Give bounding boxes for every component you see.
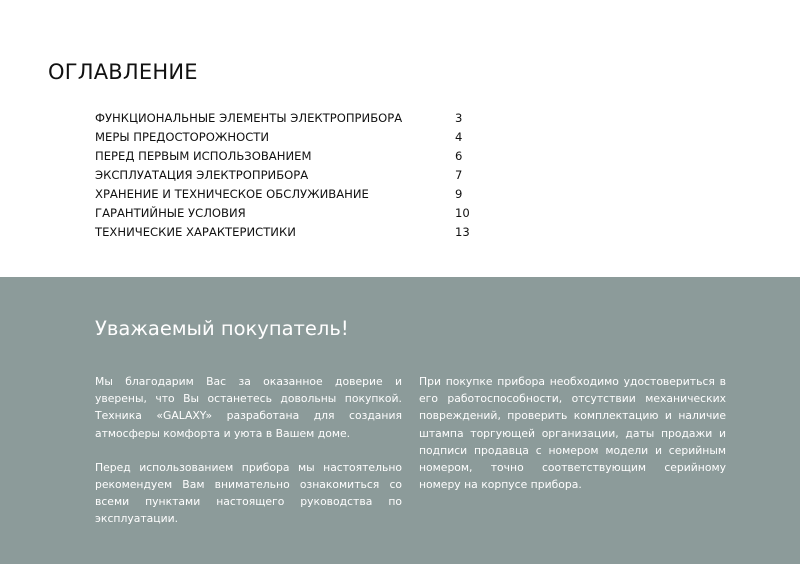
greeting-panel	[0, 277, 800, 564]
toc-item-label: ТЕХНИЧЕСКИЕ ХАРАКТЕРИСТИКИ	[95, 225, 296, 239]
toc-item-page: 3	[455, 111, 463, 125]
toc-item-label: ЭКСПЛУАТАЦИЯ ЭЛЕКТРОПРИБОРА	[95, 168, 309, 182]
toc-item-label: ГАРАНТИЙНЫЕ УСЛОВИЯ	[95, 206, 246, 220]
toc-item-page: 10	[455, 206, 470, 220]
toc-item-label: ХРАНЕНИЕ И ТЕХНИЧЕСКОЕ ОБСЛУЖИВАНИЕ	[95, 187, 369, 201]
toc-item-label: МЕРЫ ПРЕДОСТОРОЖНОСТИ	[95, 130, 270, 144]
toc-item-page: 7	[455, 168, 463, 182]
toc-list	[95, 111, 495, 244]
toc-item	[95, 187, 495, 206]
toc-item	[95, 168, 495, 187]
greeting-left-column	[95, 373, 402, 545]
toc-item	[95, 206, 495, 225]
toc-item-page: 4	[455, 130, 463, 144]
toc-item-page: 9	[455, 187, 463, 201]
greeting-title: Уважаемый покупатель!	[95, 317, 349, 340]
greeting-right-column	[419, 373, 726, 510]
toc-item-label: ПЕРЕД ПЕРВЫМ ИСПОЛЬЗОВАНИЕМ	[95, 149, 312, 163]
toc-title: ОГЛАВЛЕНИЕ	[48, 60, 198, 84]
greeting-paragraph: Перед использованием прибора мы настоятельно рекомендуем Вам внимательно ознакомиться со всеми пунктами настоящего руководства по эксплуатации.	[95, 460, 402, 526]
toc-item	[95, 130, 495, 149]
toc-item	[95, 111, 495, 130]
toc-item-page: 13	[455, 225, 470, 239]
toc-item-page: 6	[455, 149, 463, 163]
greeting-paragraph: Мы благодарим Вас за оказанное доверие и уверены, что Вы останетесь довольны покупкой. Техника «GALAXY» разработана для создания атмосферы комфорта и уюта в Вашем доме.	[95, 375, 402, 440]
toc-item-label: ФУНКЦИОНАЛЬНЫЕ ЭЛЕМЕНТЫ ЭЛЕКТРОПРИБОРА	[95, 111, 403, 125]
greeting-paragraph: При покупке прибора необходимо удостовериться в его работоспособности, отсутствии механических повреждений, проверить комплектацию и наличие штампа торгующей организации, даты продажи и подписи продавца с номером модели и серийным номером, точно соответствующим серийному номеру на корпусе прибора.	[419, 375, 726, 492]
toc-item	[95, 225, 495, 244]
toc-item	[95, 149, 495, 168]
